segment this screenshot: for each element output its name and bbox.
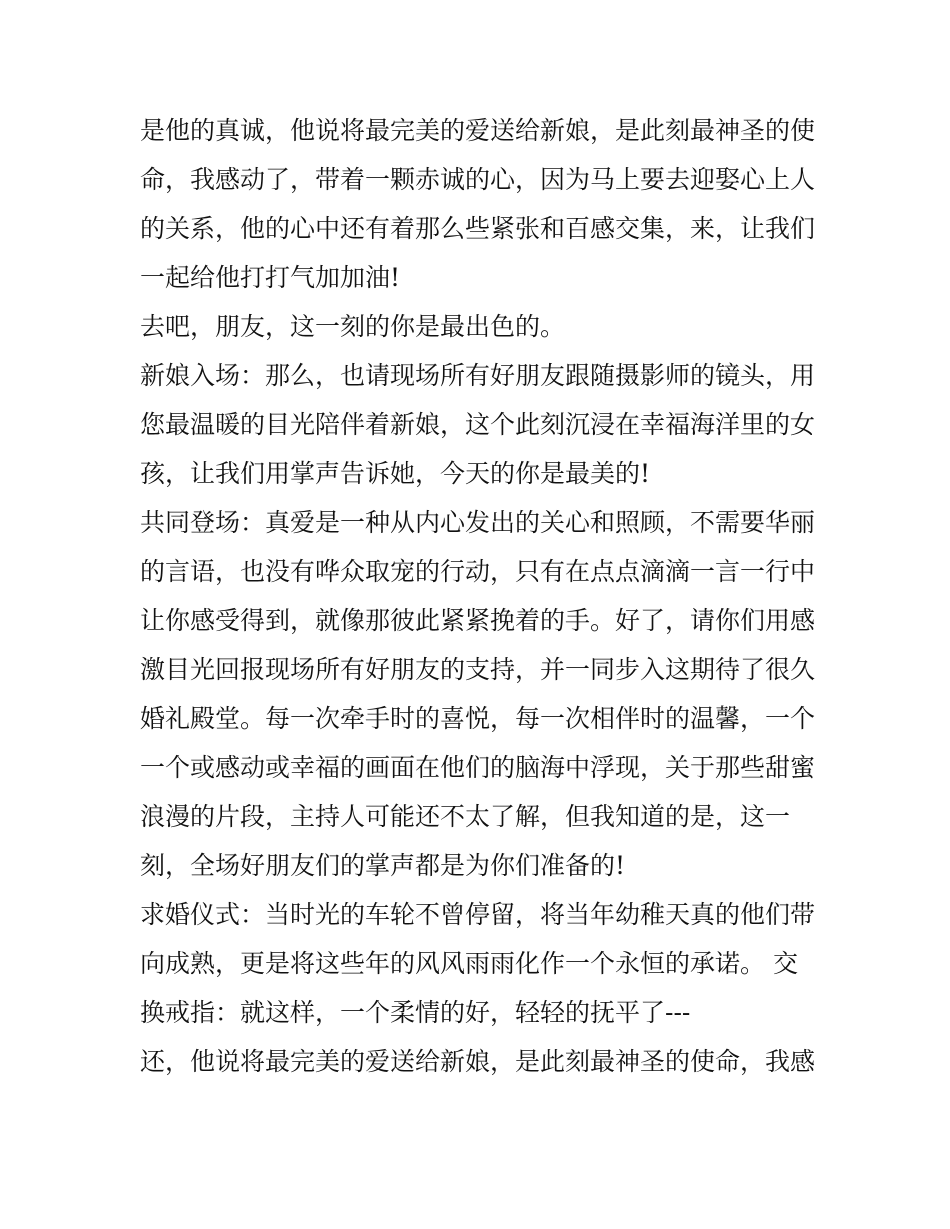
text-line: 浪漫的片段，主持人可能还不太了解，但我知道的是，这一 xyxy=(140,802,791,831)
text-line: 去吧，朋友，这一刻的你是最出色的。 xyxy=(140,312,566,341)
text-line: 一起给他打打气加加油! xyxy=(140,263,401,292)
text-line: 换戒指：就这样，一个柔情的好，轻轻的抚平了--- xyxy=(140,998,691,1027)
text-line: 刻，全场好朋友们的掌声都是为你们准备的! xyxy=(140,851,626,880)
text-line: 一个或感动或幸福的画面在他们的脑海中浮现，关于那些甜蜜 xyxy=(140,753,816,782)
text-line: 命，我感动了，带着一颗赤诚的心，因为马上要去迎娶心上人 xyxy=(140,165,816,194)
text-line: 的言语，也没有哗众取宠的行动，只有在点点滴滴一言一行中 xyxy=(140,557,816,586)
text-line: 向成熟，更是将这些年的风风雨雨化作一个永恒的承诺。 交 xyxy=(140,949,798,978)
text-line: 求婚仪式：当时光的车轮不曾停留，将当年幼稚天真的他们带 xyxy=(140,900,816,929)
text-line: 是他的真诚，他说将最完美的爱送给新娘，是此刻最神圣的使 xyxy=(140,116,816,145)
text-line: 还，他说将最完美的爱送给新娘，是此刻最神圣的使命，我感 xyxy=(140,1047,816,1076)
text-line: 孩，让我们用掌声告诉她，今天的你是最美的! xyxy=(140,459,651,488)
text-line: 您最温暖的目光陪伴着新娘，这个此刻沉浸在幸福海洋里的女 xyxy=(140,410,816,439)
text-line: 的关系，他的心中还有着那么些紧张和百感交集，来，让我们 xyxy=(140,214,816,243)
text-line: 婚礼殿堂。每一次牵手时的喜悦，每一次相伴时的温馨，一个 xyxy=(140,704,816,733)
text-line: 激目光回报现场所有好朋友的支持，并一同步入这期待了很久 xyxy=(140,655,816,684)
text-line: 让你感受得到，就像那彼此紧紧挽着的手。好了，请你们用感 xyxy=(140,606,816,635)
text-line: 新娘入场：那么，也请现场所有好朋友跟随摄影师的镜头，用 xyxy=(140,361,816,390)
text-line: 共同登场：真爱是一种从内心发出的关心和照顾，不需要华丽 xyxy=(140,508,816,537)
document-body xyxy=(140,106,820,1086)
